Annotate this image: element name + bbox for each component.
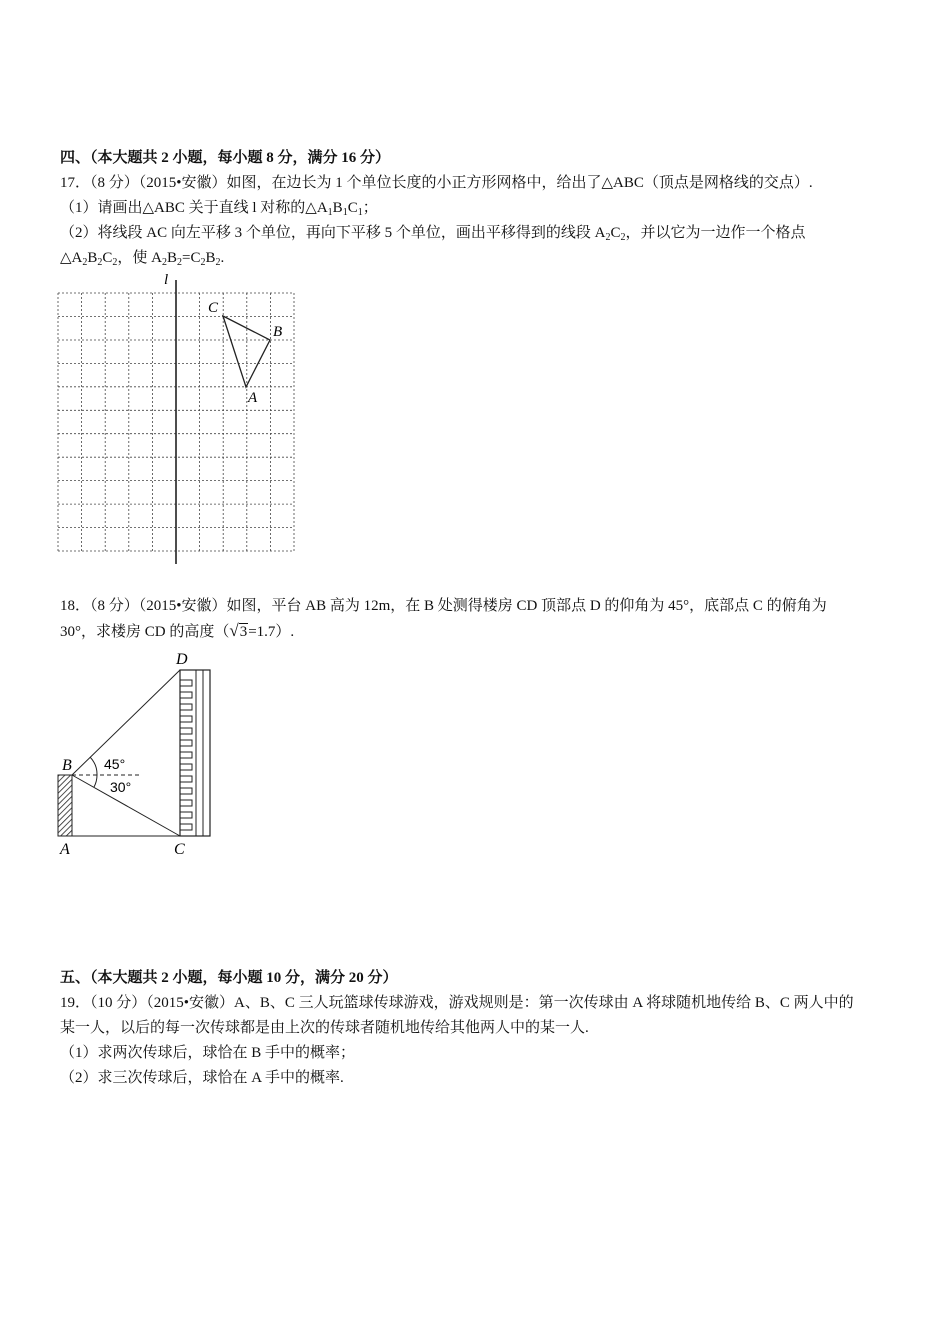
q19-line2: 某一人，以后的每一次传球都是由上次的传球者随机地传给其他两人中的某一人. xyxy=(60,1020,589,1036)
subscript: 1 xyxy=(327,207,333,218)
q19-part1: （1）求两次传球后，球恰在 B 手中的概率； xyxy=(60,1045,356,1061)
text: △A xyxy=(60,250,83,266)
q18-line1: 18．（8 分）（2015•安徽）如图，平台 AB 高为 12m，在 B 处测得楼房 CD 顶部点 D 的仰角为 45°，底部点 C 的俯角为 xyxy=(60,598,827,614)
point-label-d: D xyxy=(176,651,188,668)
vertex-label-a: A xyxy=(248,390,258,406)
building-windows xyxy=(180,680,192,830)
text: B xyxy=(205,250,216,266)
subscript: 2 xyxy=(82,257,88,268)
q17-grid-figure xyxy=(50,270,310,570)
text: 30°，求楼房 CD 的高度（ xyxy=(60,624,230,640)
q17-part1 xyxy=(60,198,378,218)
text: ，使 A xyxy=(117,250,162,266)
point-label-c: C xyxy=(174,841,185,858)
q19-part2: （2）求三次传球后，球恰在 A 手中的概率. xyxy=(60,1070,344,1086)
subscript: 1 xyxy=(342,207,348,218)
q17-part1-prefix: （1）请画出△ABC 关于直线 l 对称的△A xyxy=(60,200,328,216)
angle-arc-30 xyxy=(94,775,97,787)
q18-line2 xyxy=(60,621,294,642)
q17-line1: 17．（8 分）（2015•安徽）如图，在边长为 1 个单位长度的小正方形网格中，给出了△ABC（顶点是网格线的交点）. xyxy=(60,175,813,191)
platform-ab xyxy=(58,775,72,836)
subscript: 2 xyxy=(97,257,103,268)
text: C xyxy=(102,250,113,266)
text: . xyxy=(220,250,225,266)
line-l-label: l xyxy=(164,272,169,288)
building-cd xyxy=(180,670,210,836)
text: ； xyxy=(362,200,378,216)
subscript: 2 xyxy=(200,257,206,268)
text: C xyxy=(610,225,621,241)
q17-part2-line2 xyxy=(60,248,224,268)
text: =C xyxy=(182,250,201,266)
subscript: 2 xyxy=(620,232,626,243)
q19-line1: 19．（10 分）（2015•安徽）A、B、C 三人玩篮球传球游戏，游戏规则是：第一次传球由 A 将球随机地传给 B、C 两人中的 xyxy=(60,995,854,1011)
subscript: 2 xyxy=(112,257,118,268)
text: C xyxy=(347,200,358,216)
section-4-heading: 四、（本大题共 2 小题，每小题 8 分，满分 16 分） xyxy=(60,150,391,166)
vertex-label-c: C xyxy=(208,300,219,316)
vertex-label-b: B xyxy=(273,324,283,340)
angle-label-45: 45° xyxy=(104,756,126,772)
subscript: 2 xyxy=(605,232,611,243)
sqrt-radicand: 3 xyxy=(239,624,248,640)
sight-line-bd xyxy=(72,670,180,775)
text: ，并以它为一边作一个格点 xyxy=(625,225,806,241)
sqrt-symbol: √ xyxy=(229,621,239,640)
subscript: 1 xyxy=(357,207,363,218)
angle-label-30: 30° xyxy=(110,779,132,795)
point-label-a: A xyxy=(60,841,70,858)
q17-part2 xyxy=(60,223,805,243)
text: =1.7）. xyxy=(248,624,295,640)
text: （2）将线段 AC 向左平移 3 个单位，再向下平移 5 个单位，画出平移得到的线段 A xyxy=(60,225,606,241)
q18-building-figure xyxy=(50,648,230,863)
text: B xyxy=(332,200,343,216)
subscript: 2 xyxy=(215,257,221,268)
text: B xyxy=(167,250,178,266)
point-label-b: B xyxy=(62,757,72,774)
subscript: 2 xyxy=(162,257,167,268)
section-5-heading: 五、（本大题共 2 小题，每小题 10 分，满分 20 分） xyxy=(60,970,398,986)
angle-arc-45 xyxy=(90,757,97,775)
subscript: 2 xyxy=(177,257,183,268)
text: B xyxy=(87,250,98,266)
